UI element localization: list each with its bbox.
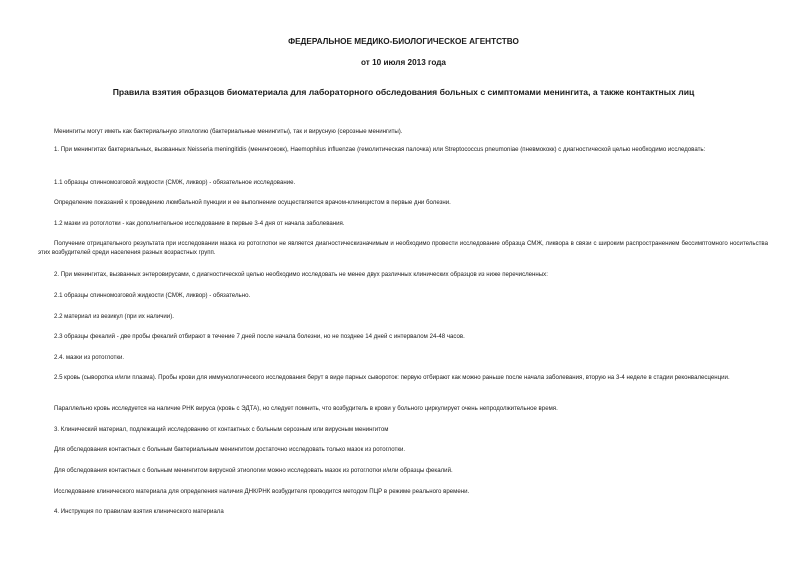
paragraph-2-3: 2.3 образцы фекалий - две пробы фекалий отбирают в течение 7 дней после начала болезни, но не позднее 14 дней с интервалом 24-48 часов. <box>54 333 465 340</box>
paragraph-2-1: 2.1 образцы спинномозговой жидкости (СМЖ, ликвор) - обязательно. <box>54 292 251 299</box>
paragraph-1-2: 1.2 мазки из ротоглотки - как дополнительное исследование в первые 3-4 дня от начала заболевания. <box>54 220 345 227</box>
paragraph-negative-result: Получение отрицательного результата при исследовании мазка из ротоглотки не является диагностическизначимым и необходимо провести исследование образца СМЖ, ликвора в связи с широким распространением бессимптомного носительства этих возбудителей среди населения разных возрастных групп. <box>38 240 768 257</box>
paragraph-2-4: 2.4. мазки из ротоглотки. <box>54 354 125 361</box>
paragraph-1-1: 1.1 образцы спинномозговой жидкости (СМЖ, ликвор) - обязательное исследование. <box>54 179 296 186</box>
agency-heading: ФЕДЕРАЛЬНОЕ МЕДИКО-БИОЛОГИЧЕСКОЕ АГЕНТСТВО <box>288 37 519 46</box>
paragraph-3: 3. Клинический материал, подлежащий исследованию от контактных с больным серозным или вирусным менингитом <box>54 426 389 433</box>
paragraph-4: 4. Инструкция по правилам взятия клинического материала <box>54 508 224 515</box>
paragraph-lumbar: Определение показаний к проведению люмбальной пункции и ее выполнение осуществляется врачом-клиницистом в первые дни болезни. <box>54 199 451 206</box>
paragraph-1: 1. При менингитах бактериальных, вызванных Neisseria meningitidis (менингококк), Haemophilus influenzae (гемолитическая палочка) или Streptococcus pneumoniae (пневмококк) с диагностической целью необходимо исследовать: <box>54 146 706 153</box>
paragraph-intro: Менингиты могут иметь как бактериальную этиологию (бактериальные менингиты), так и вирусную (серозные менингиты). <box>54 128 403 135</box>
document-title: Правила взятия образцов биоматериала для лабораторного обследования больных с симптомами менингита, а также контактных лиц <box>112 87 695 97</box>
paragraph-blood: Параллельно кровь исследуется на наличие РНК вируса (кровь с ЭДТА), но следует помнить, что возбудитель в крови у больного циркулирует очень непродолжительное время. <box>54 405 558 412</box>
paragraph-contacts-viral: Для обследования контактных с больным менингитом вирусной этиологии можно исследовать мазок из ротоглотки и/или образцы фекалий. <box>54 467 453 474</box>
paragraph-contacts-bacterial: Для обследования контактных с больным бактериальным менингитом достаточно исследовать только мазок из ротоглотки. <box>54 446 406 453</box>
paragraph-2-5: 2.5 кровь (сыворотка и/или плазма). Пробы крови для иммунологического исследования берут в виде парных сывороток: первую отбирают как можно раньше после начала заболевания, вторую на 3-4 неделе в стадии реконвалесценции. <box>54 374 730 381</box>
paragraph-2-2: 2.2 материал из везикул (при их наличии). <box>54 313 174 320</box>
paragraph-2: 2. При менингитах, вызванных энтеровирусами, с диагностической целью необходимо исследовать не менее двух различных клинических образцов из ниже перечисленных: <box>54 271 548 278</box>
paragraph-pcr: Исследование клинического материала для определения наличия ДНК/РНК возбудителя проводится методом ПЦР в режиме реального времени. <box>54 488 470 495</box>
document-date: от 10 июля 2013 года <box>361 58 446 67</box>
